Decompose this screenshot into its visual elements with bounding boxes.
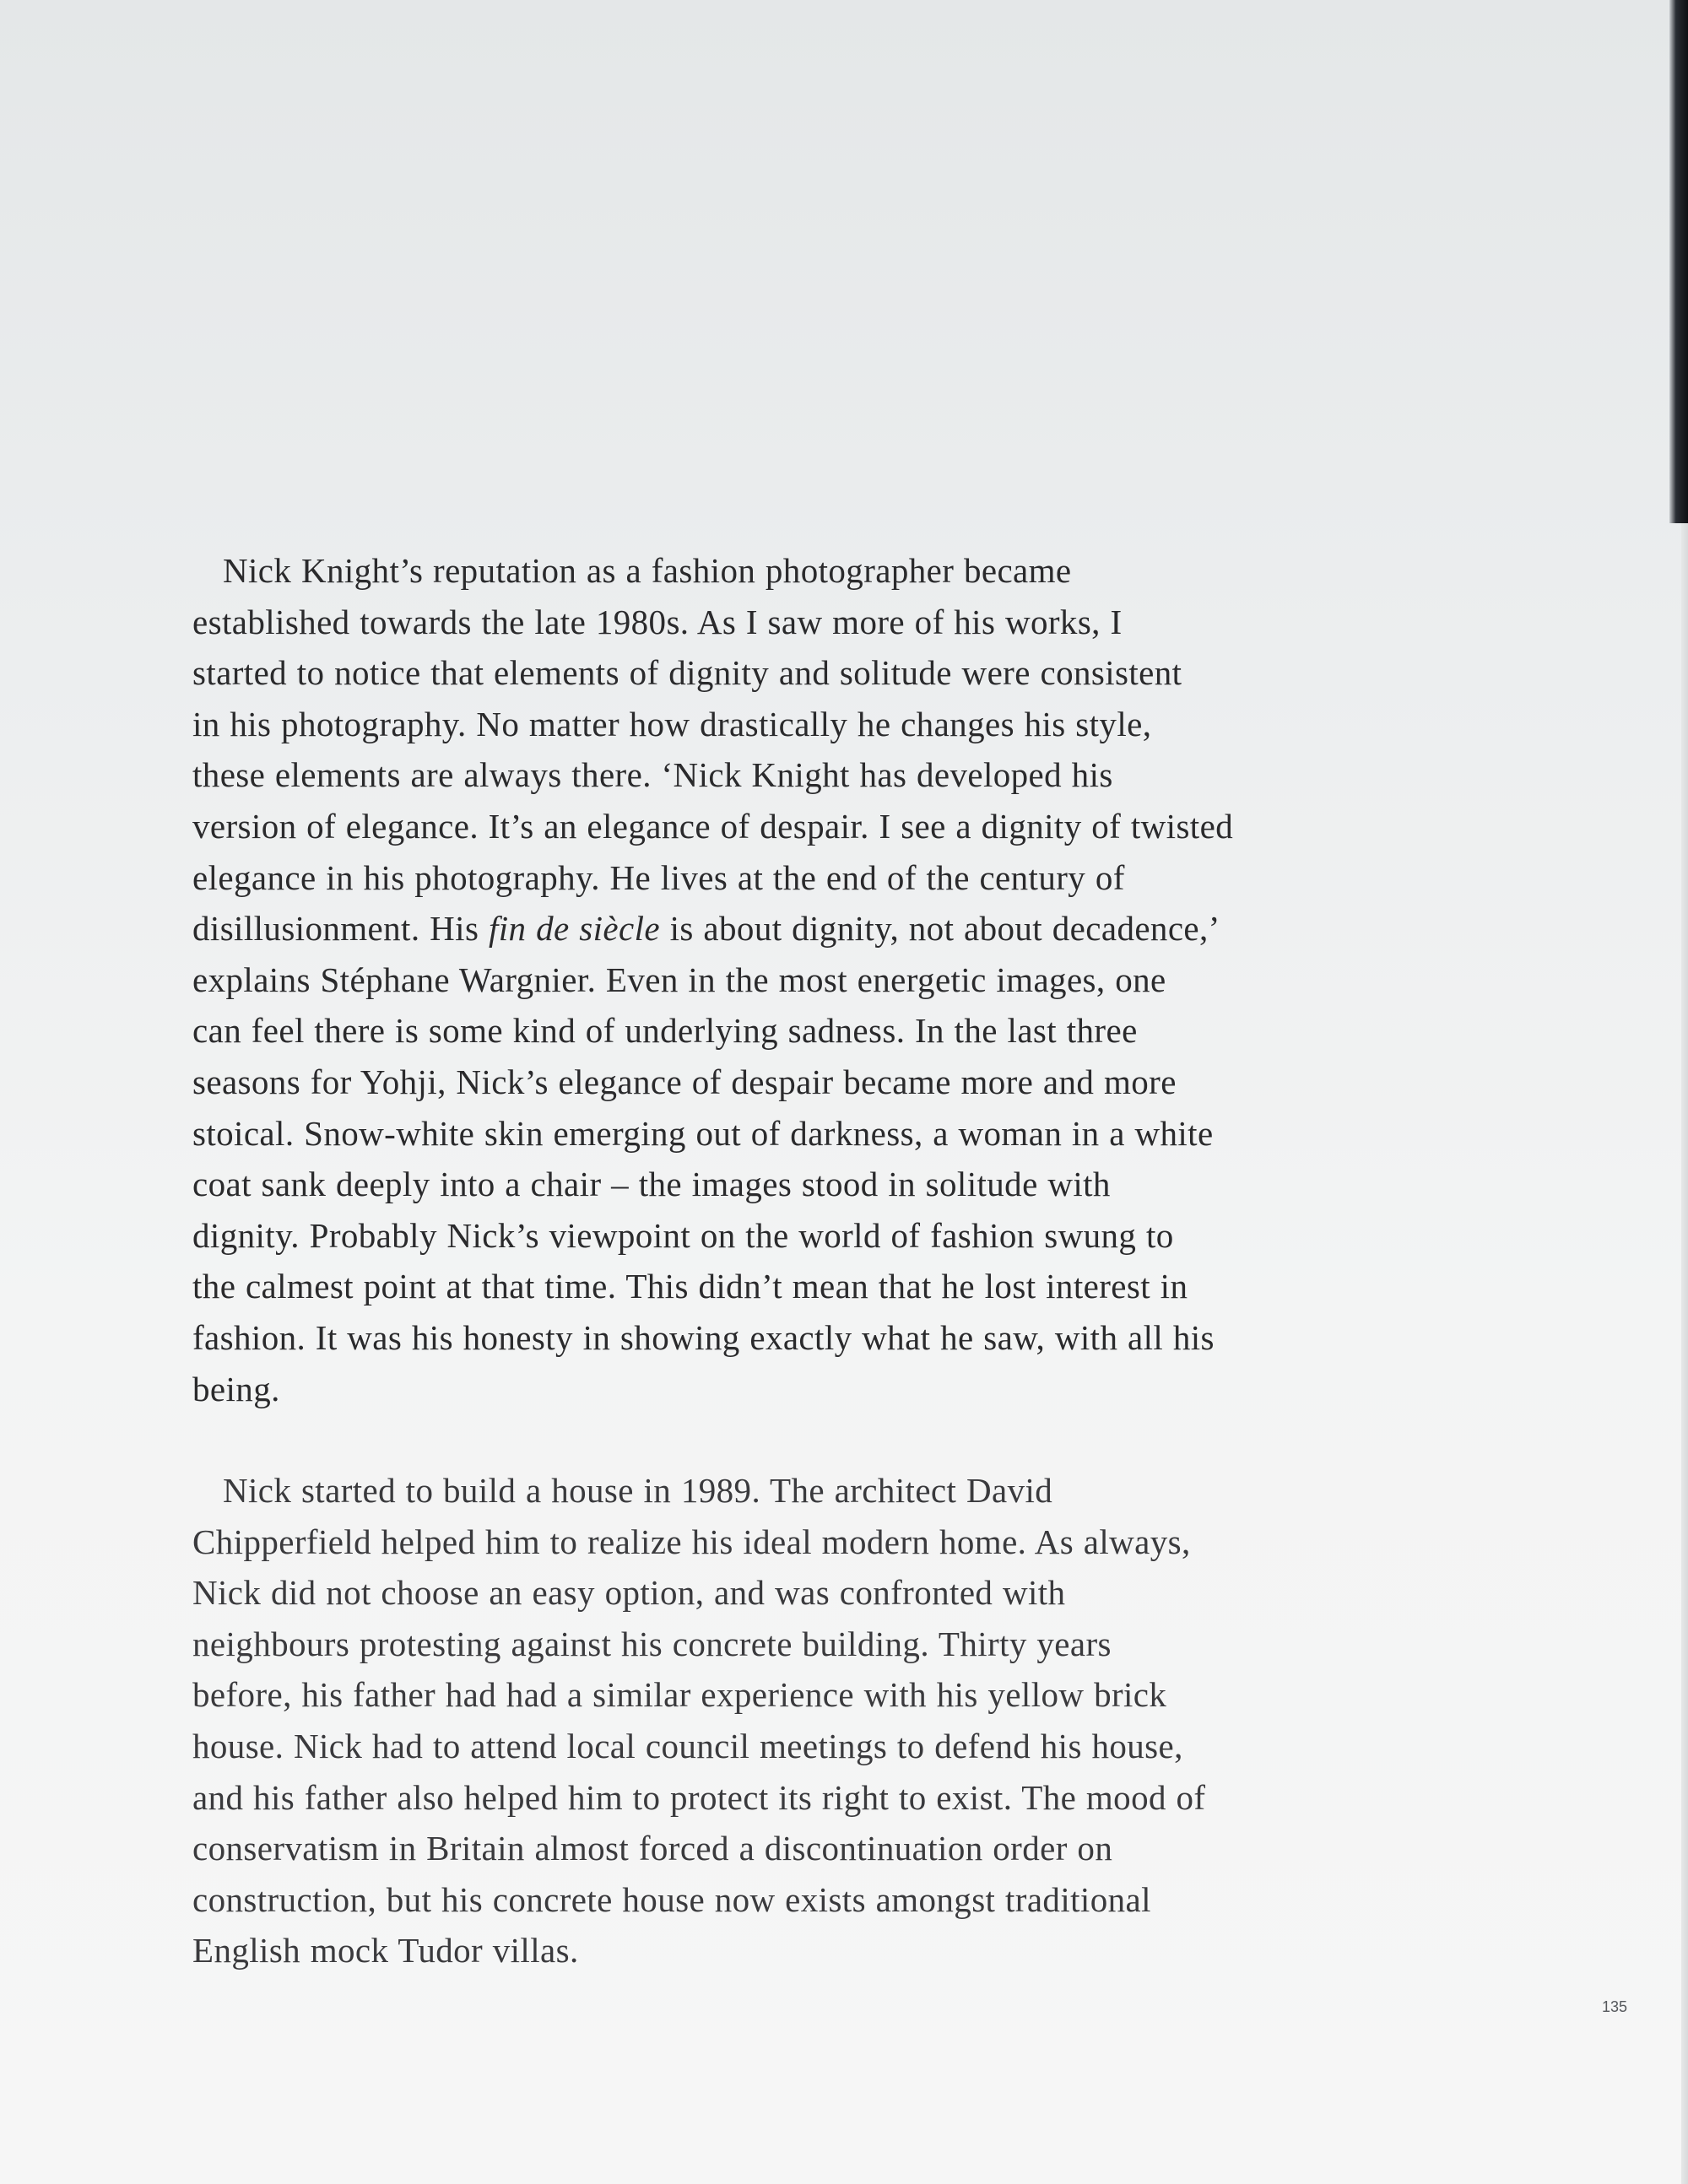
text-segment: being. (192, 1369, 280, 1408)
text-line (192, 801, 1450, 852)
text-line (192, 1364, 1450, 1415)
paragraph-1 (192, 545, 1450, 1414)
text-segment: coat sank deeply into a chair – the images stood in solitude with (192, 1165, 1111, 1204)
italic-phrase: fin de siècle (488, 909, 660, 949)
text-line (192, 852, 1450, 904)
text-segment: conservatism in Britain almost forced a discontinuation order on (192, 1829, 1113, 1868)
text-segment: house. Nick had to attend local council meetings to defend his house, (192, 1726, 1183, 1765)
text-line (192, 1210, 1450, 1262)
text-line (192, 1823, 1450, 1874)
text-segment: construction, but his concrete house now exists amongst traditional (192, 1879, 1151, 1919)
page-edge-lower (1681, 523, 1688, 2184)
text-segment: the calmest point at that time. This didn’t mean that he lost interest in (192, 1267, 1188, 1306)
text-segment: started to notice that elements of dignity and solitude were consistent (192, 653, 1182, 693)
text-segment: Chipperfield helped him to realize his ideal modern home. As always, (192, 1522, 1191, 1561)
text-segment: elegance in his photography. He lives at the end of the century of (192, 857, 1125, 897)
text-segment: stoical. Snow-white skin emerging out of darkness, a woman in a white (192, 1113, 1214, 1153)
text-line (192, 1619, 1450, 1670)
text-line (192, 954, 1450, 1006)
text-line (192, 1057, 1450, 1108)
text-segment: dignity. Probably Nick’s viewpoint on the world of fashion swung to (192, 1215, 1174, 1255)
text-segment: Nick started to build a house in 1989. The architect David (223, 1471, 1053, 1510)
text-line (192, 1874, 1450, 1926)
text-segment: and his father also helped him to protect its right to exist. The mood of (192, 1777, 1206, 1817)
page-edge-shadow (1669, 0, 1688, 523)
text-line (192, 1261, 1450, 1312)
text-line (192, 1108, 1450, 1160)
text-segment: can feel there is some kind of underlying sadness. In the last three (192, 1011, 1138, 1051)
text-line (192, 1567, 1450, 1619)
text-line (192, 1669, 1450, 1721)
text-line (192, 545, 1450, 597)
text-segment: Nick did not choose an easy option, and was confronted with (192, 1573, 1066, 1613)
text-line (192, 1312, 1450, 1364)
text-line (192, 1721, 1450, 1772)
text-segment: disillusionment. His (192, 909, 489, 949)
text-segment: English mock Tudor villas. (192, 1931, 579, 1970)
text-segment: is about dignity, not about decadence,’ (659, 909, 1220, 949)
text-line (192, 1772, 1450, 1824)
text-line (192, 1516, 1450, 1568)
page-number: 135 (1602, 1998, 1628, 2015)
text-line (192, 699, 1450, 750)
text-line (192, 1005, 1450, 1057)
text-line (192, 647, 1450, 699)
text-segment: Nick Knight’s reputation as a fashion photographer became (223, 551, 1072, 590)
text-segment: neighbours protesting against his concrete building. Thirty years (192, 1624, 1112, 1663)
text-segment: before, his father had had a similar experience with his yellow brick (192, 1675, 1167, 1715)
text-line (192, 1465, 1450, 1516)
text-line (192, 749, 1450, 801)
paragraph-2 (192, 1465, 1450, 1976)
text-segment: seasons for Yohji, Nick’s elegance of despair became more and more (192, 1062, 1177, 1101)
text-line (192, 1159, 1450, 1210)
text-segment: in his photography. No matter how drastically he changes his style, (192, 704, 1152, 743)
text-line (192, 1925, 1450, 1976)
text-segment: established towards the late 1980s. As I saw more of his works, I (192, 602, 1123, 641)
text-line (192, 597, 1450, 648)
text-segment: fashion. It was his honesty in showing exactly what he saw, with all his (192, 1317, 1215, 1357)
text-segment: these elements are always there. ‘Nick Knight has developed his (192, 755, 1113, 795)
text-segment: explains Stéphane Wargnier. Even in the most energetic images, one (192, 960, 1166, 999)
text-line (192, 903, 1450, 954)
text-segment: version of elegance. It’s an elegance of despair. I see a dignity of twisted (192, 806, 1234, 846)
